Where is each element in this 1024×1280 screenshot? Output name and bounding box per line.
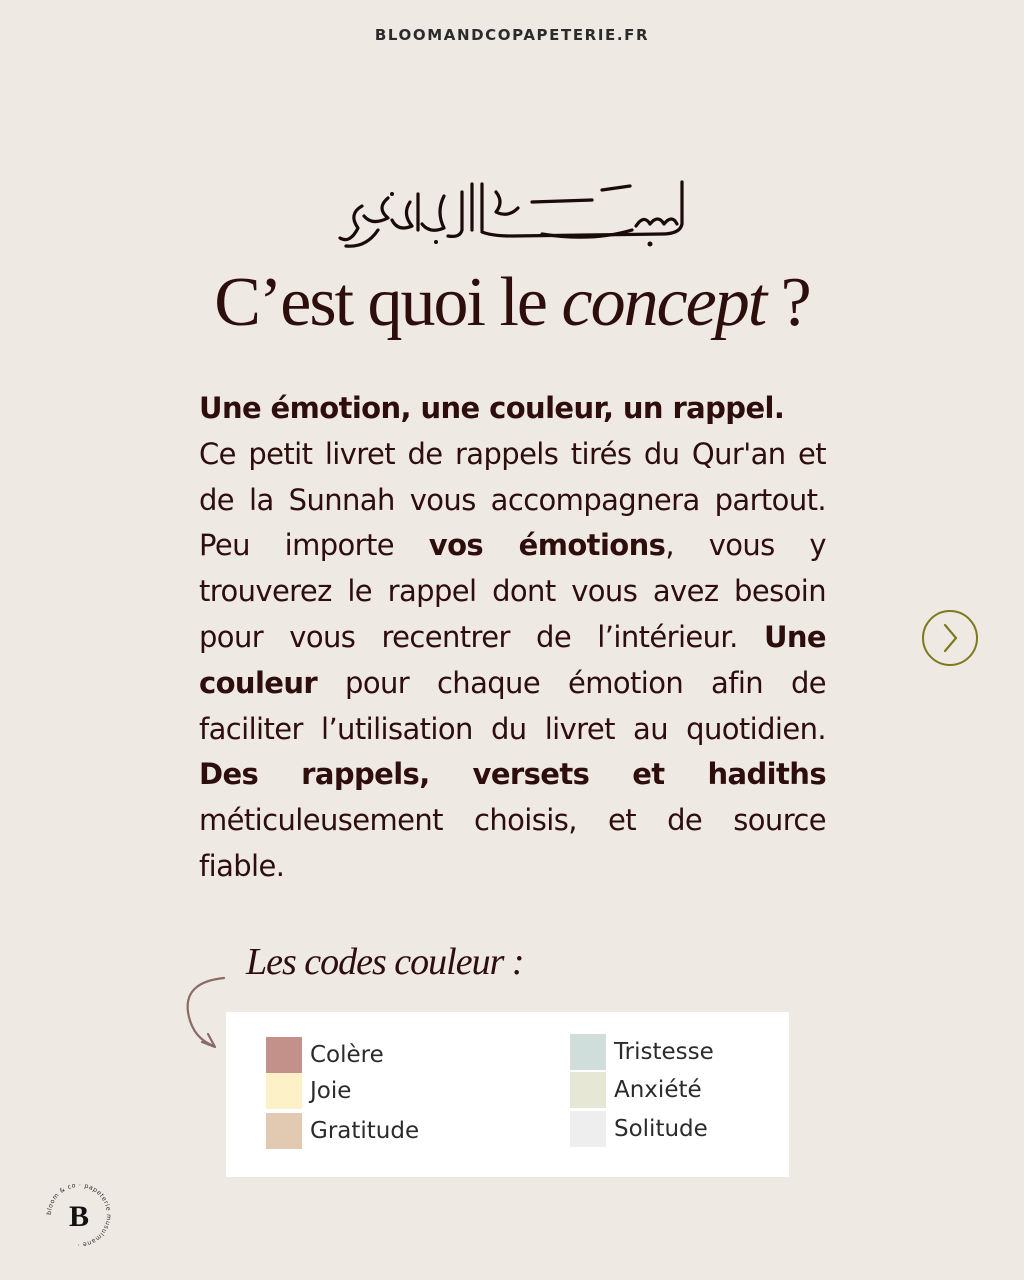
- color-codes-title: Les codes couleur :: [246, 941, 524, 983]
- swatch-tristesse: [570, 1034, 606, 1070]
- swatch-colere: [266, 1037, 302, 1073]
- swatch-anxiete: [570, 1072, 606, 1108]
- legend-label-gratitude: Gratitude: [310, 1118, 420, 1144]
- legend-label-solitude: Solitude: [614, 1116, 708, 1142]
- title-italic: concept: [561, 264, 766, 341]
- body-segment-3: pour chaque émotion afin de faciliter l’utilisation du livret au quotidien.: [199, 665, 826, 746]
- next-slide-button[interactable]: [922, 610, 978, 666]
- chevron-right-icon: [938, 621, 962, 655]
- body-segment-1: Ce petit livret de rappels tirés du Qur'an et de la Sunnah vous accompagnera partout. Peu importe: [199, 436, 826, 563]
- highlight-colour: Une couleur: [199, 619, 826, 700]
- legend-item-tristesse: [570, 1034, 714, 1070]
- highlight-emotions: vos émotions: [428, 528, 666, 563]
- legend-item-solitude: [570, 1111, 708, 1147]
- legend-label-joie: Joie: [310, 1078, 352, 1104]
- basmala-calligraphy: [332, 172, 692, 252]
- color-legend: [226, 1012, 789, 1177]
- title-end: ?: [765, 264, 810, 341]
- legend-item-joie: [266, 1073, 351, 1109]
- curved-arrow-icon: [180, 972, 230, 1052]
- legend-label-anxiete: Anxiété: [614, 1077, 702, 1103]
- body-segment-2: , vous y trouverez le rappel dont vous avez besoin pour vous recentrer de l’intérieur.: [199, 528, 826, 654]
- swatch-gratitude: [266, 1113, 302, 1149]
- legend-label-tristesse: Tristesse: [614, 1039, 714, 1065]
- lead-sentence: Une émotion, une couleur, un rappel.: [199, 391, 785, 425]
- site-url: BLOOMANDCOPAPETERIE.FR: [374, 26, 650, 44]
- legend-item-colere: [266, 1037, 384, 1073]
- highlight-reminders: Des rappels, versets et hadiths: [199, 757, 826, 792]
- page-title: [0, 258, 1024, 348]
- swatch-solitude: [570, 1111, 606, 1147]
- legend-label-colere: Colère: [310, 1042, 384, 1068]
- concept-description: [199, 386, 826, 890]
- swatch-joie: [266, 1073, 302, 1109]
- legend-item-gratitude: [266, 1113, 419, 1149]
- title-main: C’est quoi le: [214, 264, 562, 341]
- legend-item-anxiete: [570, 1072, 702, 1108]
- logo-letter: B: [68, 1200, 90, 1233]
- brand-logo: [44, 1180, 114, 1250]
- logo-ring-text: bloom & co · papeterie musulmane ·: [45, 1181, 113, 1249]
- body-segment-4: méticuleusement choisis, et de source fiable.: [199, 803, 826, 883]
